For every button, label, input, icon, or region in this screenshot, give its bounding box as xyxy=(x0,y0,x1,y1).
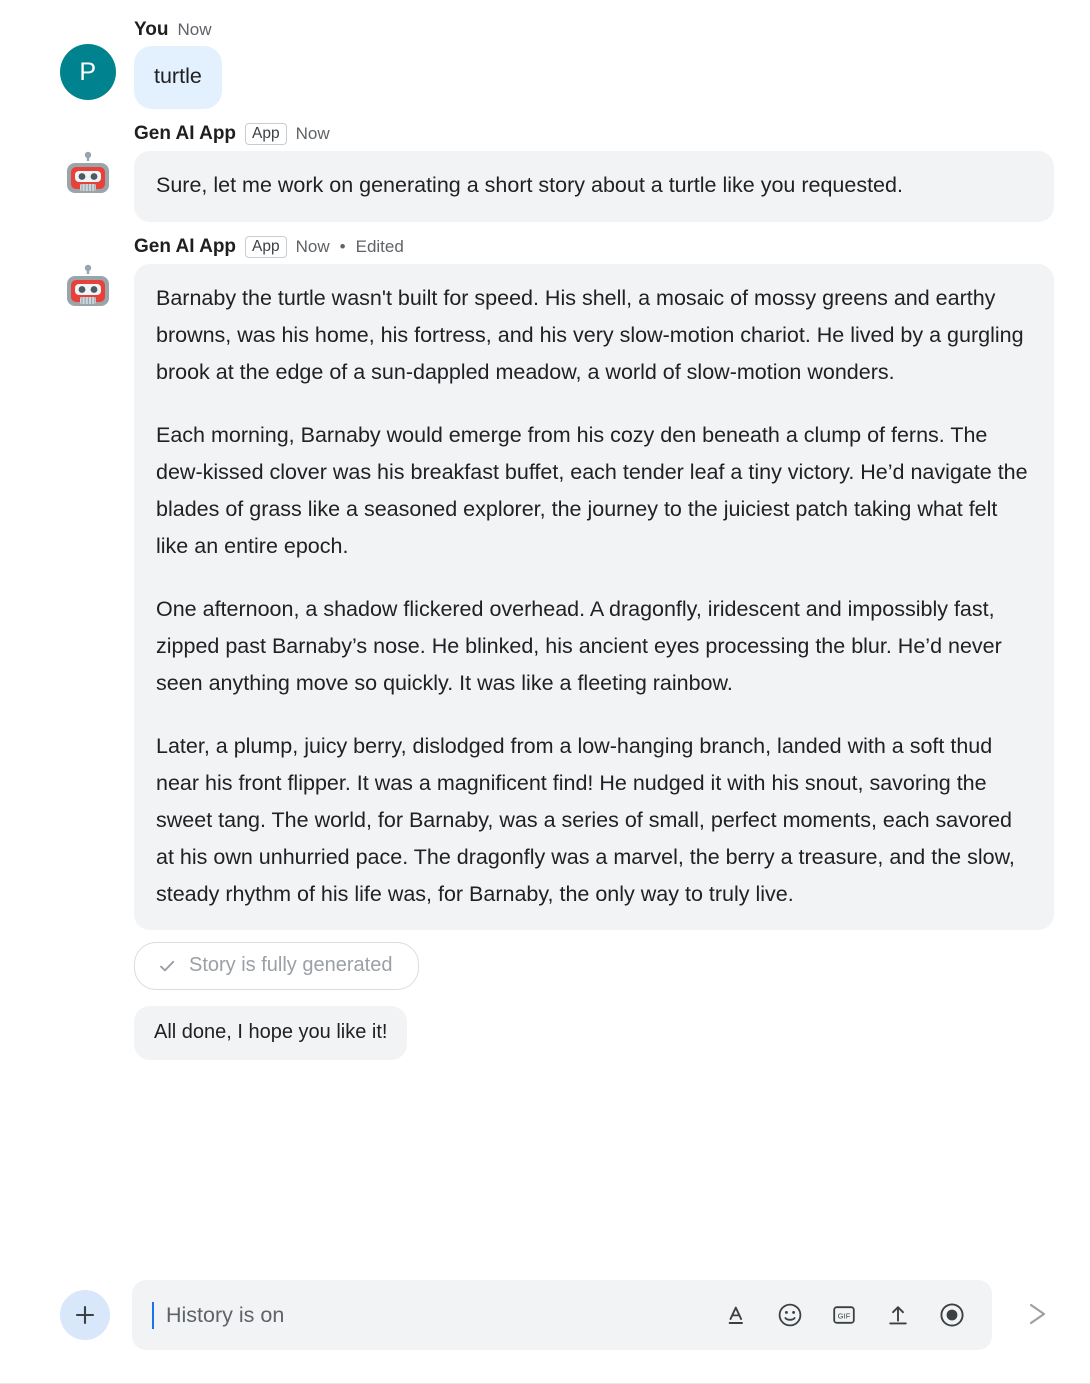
send-icon xyxy=(1021,1297,1055,1334)
message-bubble[interactable] xyxy=(134,151,1054,222)
message-paragraph: Later, a plump, juicy berry, dislodged from a low-hanging branch, landed with a soft thud near his front flipper. It was a magnificent find! He nudged it with his snout, savoring the sweet tang. The world, for Barnaby, was a series of small, perfect moments, each savored at his own unhurried pace. The dragonfly was a marvel, the berry a treasure, and the slow, steady rhythm of his life was, for Barnaby, the only way to truly live. xyxy=(156,733,1015,906)
check-icon xyxy=(157,956,177,976)
message-row-app-intro xyxy=(60,123,1062,222)
message-body xyxy=(134,18,1062,109)
avatar-column xyxy=(60,18,134,100)
message-meta xyxy=(134,123,1062,145)
message-row-app-story xyxy=(60,236,1062,1061)
status-badge-label: Story is fully generated xyxy=(189,954,393,977)
sender-name[interactable]: You xyxy=(134,18,169,40)
message-body xyxy=(134,236,1062,1061)
composer-tools xyxy=(722,1301,970,1329)
message-meta xyxy=(134,236,1062,258)
message-paragraph: Barnaby the turtle wasn't built for speed. His shell, a mosaic of mossy greens and earthy browns, was his home, his fortress, and his very slow-motion chariot. He lived by a gurgling brook at the edge of a sun-dappled meadow, a world of slow-motion wonders. xyxy=(156,285,1024,384)
message-paragraph: All done, I hope you like it! xyxy=(154,1021,388,1044)
message-input-wrapper[interactable] xyxy=(132,1280,992,1350)
app-badge: App xyxy=(245,123,287,146)
svg-text:GIF: GIF xyxy=(837,1311,851,1321)
message-row-user xyxy=(60,18,1062,109)
timestamp: Now xyxy=(295,124,330,144)
emoji-icon[interactable] xyxy=(776,1301,804,1329)
timestamp: Now xyxy=(295,237,330,257)
add-attachment-button[interactable] xyxy=(60,1290,110,1340)
gif-icon[interactable] xyxy=(830,1301,858,1329)
message-bubble[interactable] xyxy=(134,264,1054,931)
timestamp: Now xyxy=(177,19,212,39)
message-body xyxy=(134,123,1062,222)
format-text-icon[interactable] xyxy=(722,1301,750,1329)
robot-avatar-icon[interactable] xyxy=(60,149,116,205)
message-bubble[interactable] xyxy=(134,46,222,109)
composer-area xyxy=(0,1280,1090,1384)
robot-avatar-icon[interactable] xyxy=(60,262,116,318)
message-input[interactable]: History is on xyxy=(166,1302,285,1327)
text-caret xyxy=(152,1302,154,1329)
upload-icon[interactable] xyxy=(884,1301,912,1329)
sender-name[interactable]: Gen AI App xyxy=(134,123,237,145)
message-paragraph: Each morning, Barnaby would emerge from his cozy den beneath a clump of ferns. The dew-kissed clover was his breakfast buffet, each tender leaf a tiny victory. He’d navigate the blades of grass like a seasoned explorer, the journey to the juiciest patch taking what felt like an entire epoch. xyxy=(156,422,1028,558)
message-paragraph: turtle xyxy=(154,64,202,88)
message-meta xyxy=(134,18,1062,40)
avatar-column xyxy=(60,236,134,318)
avatar-column xyxy=(60,123,134,205)
meta-separator: • xyxy=(339,237,346,257)
status-badge[interactable] xyxy=(134,942,419,990)
plus-icon xyxy=(72,1302,98,1328)
app-badge: App xyxy=(245,236,287,259)
avatar[interactable]: P xyxy=(60,44,116,100)
send-button[interactable] xyxy=(1014,1291,1062,1339)
message-paragraph: Sure, let me work on generating a short story about a turtle like you requested. xyxy=(156,172,903,197)
record-icon[interactable] xyxy=(938,1301,966,1329)
message-paragraph: One afternoon, a shadow flickered overhead. A dragonfly, iridescent and impossibly fast, zipped past Barnaby’s nose. He blinked, his ancient eyes processing the blur. He’d never seen anything move so quickly. It was like a fleeting rainbow. xyxy=(156,596,1002,695)
sender-name[interactable]: Gen AI App xyxy=(134,236,237,258)
message-bubble-final[interactable] xyxy=(134,1006,407,1060)
edited-label: Edited xyxy=(355,237,404,257)
